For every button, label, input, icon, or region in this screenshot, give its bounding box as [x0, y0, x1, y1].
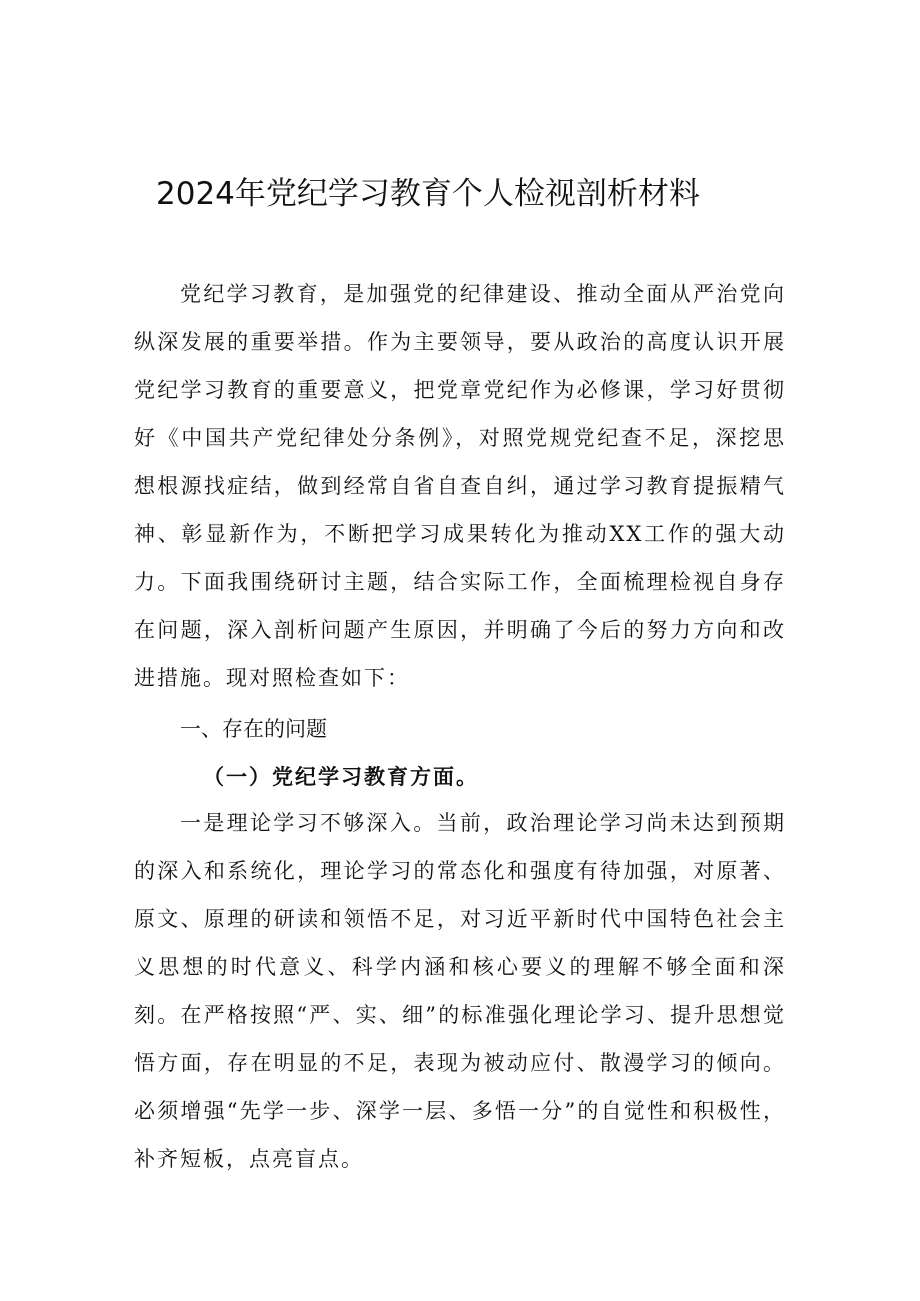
- subsection-heading-party-discipline-education: （一）党纪学习教育方面。: [203, 764, 479, 789]
- intro-paragraph: 党纪学习教育，是加强党的纪律建设、推动全面从严治党向纵深发展的重要举措。作为主要领导，要从政治的高度认识开展党纪学习教育的重要意义，把党章党纪作为必修课，学习好贯彻好《中国共产党纪律处分条例》，对照党规党纪查不足，深挖思想根源找症结，做到经常自省自查自纠，通过学习教育提振精气神、彰显新作为，不断把学习成果转化为推动XX工作的强大动力。下面我围绕研讨主题，结合实际工作，全面梳理检视自身存在问题，深入剖析问题产生原因，并明确了今后的努力方向和改进措施。现对照检查如下：: [134, 282, 786, 690]
- problem-point-theory-study: 一是理论学习不够深入。当前，政治理论学习尚未达到预期的深入和系统化，理论学习的常态化和强度有待加强，对原著、原文、原理的研读和领悟不足，对习近平新时代中国特色社会主义思想的时代意义、科学内涵和核心要义的理解不够全面和深刻。在严格按照“严、实、细”的标准强化理论学习、提升思想觉悟方面，存在明显的不足，表现为被动应付、散漫学习的倾向。必须增强“先学一步、深学一层、多悟一分”的自觉性和积极性，补齐短板，点亮盲点。: [134, 811, 786, 1171]
- document-title: 2024年党纪学习教育个人检视剖析材料: [156, 176, 700, 212]
- section-heading-existing-problems: 一、存在的问题: [180, 717, 327, 741]
